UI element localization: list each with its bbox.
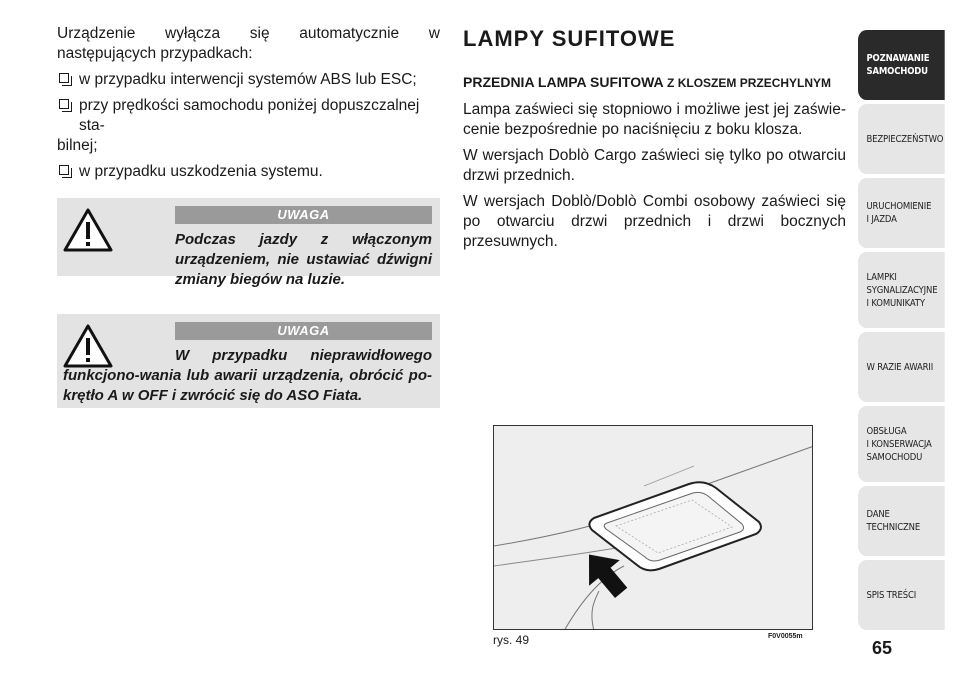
warning-text: Podczas jazdy z włączonym urządzeniem, nie ustawiać dźwigni zmiany biegów na luzie. [175, 231, 432, 288]
tab-dane-techniczne[interactable]: DANE TECHNICZNE [858, 486, 945, 556]
paragraph: W wersjach Doblò Cargo zaświeci się tylko po otwarciu drzwi przednich. [463, 147, 846, 184]
tab-spis-tresci[interactable]: SPIS TREŚCI [858, 560, 945, 630]
section-title: LAMPY SUFITOWE [463, 26, 676, 51]
subsection-title: PRZEDNIA LAMPA SUFITOWA Z KLOSZEM PRZECHYLNYM [463, 74, 832, 90]
tab-obsluga-i-konserwacja[interactable]: OBSŁUGA I KONSERWACJA SAMOCHODU [858, 406, 945, 482]
checkbox-bullet-icon [59, 165, 69, 175]
figure-code: F0V0055m [768, 633, 803, 640]
list-item: przy prędkości samochodu poniżej dopuszczalnej sta- [57, 96, 440, 136]
ceiling-lamp-drawing [494, 426, 813, 630]
ceiling-lamp-illustration [493, 425, 813, 630]
figure-caption: rys. 49 [493, 633, 530, 647]
warning-title: UWAGA [175, 322, 432, 340]
tab-lampki-sygnalizacyjne[interactable]: LAMPKI SYGNALIZACYJNE I KOMUNIKATY [858, 252, 945, 328]
paragraph: W wersjach Doblò/Doblò Combi osobowy zaświeci się po otwarciu drzwi przednich i drzwi bocznych przesuwnych. [463, 193, 846, 250]
right-column [463, 26, 846, 258]
warning-box-2 [57, 314, 440, 408]
warning-triangle-icon [63, 208, 113, 252]
checkbox-bullet-icon [59, 73, 69, 83]
tab-bezpieczenstwo[interactable]: BEZPIECZEŃSTWO [858, 104, 945, 174]
tab-uruchomienie-i-jazda[interactable]: URUCHOMIENIE I JAZDA [858, 178, 945, 248]
page-number: 65 [872, 638, 893, 658]
warning-title: UWAGA [175, 206, 432, 224]
left-column [57, 24, 440, 188]
warning-text: W przypadku nieprawidłowego funkcjono-wania lub awarii urządzenia, obrócić po-krętło A w OFF i zwrócić się do ASO Fiata. [63, 347, 432, 404]
warning-box-1 [57, 198, 440, 288]
intro-text: Urządzenie wyłącza się automatycznie w następujących przypadkach: [57, 25, 440, 62]
tab-poznawanie-samochodu[interactable]: POZNAWANIE SAMOCHODU [858, 30, 945, 100]
list-item: w przypadku uszkodzenia systemu. [57, 162, 440, 182]
paragraph: Lampa zaświeci się stopniowo i możliwe jest jej zaświe-cenie bezpośrednie po naciśnięciu z boku klosza. [463, 101, 846, 138]
list-item: w przypadku interwencji systemów ABS lub ESC; [57, 70, 440, 90]
list-item-continuation: bilnej; [57, 137, 98, 154]
tab-w-razie-awarii[interactable]: W RAZIE AWARII [858, 332, 945, 402]
checkbox-bullet-icon [59, 99, 69, 109]
